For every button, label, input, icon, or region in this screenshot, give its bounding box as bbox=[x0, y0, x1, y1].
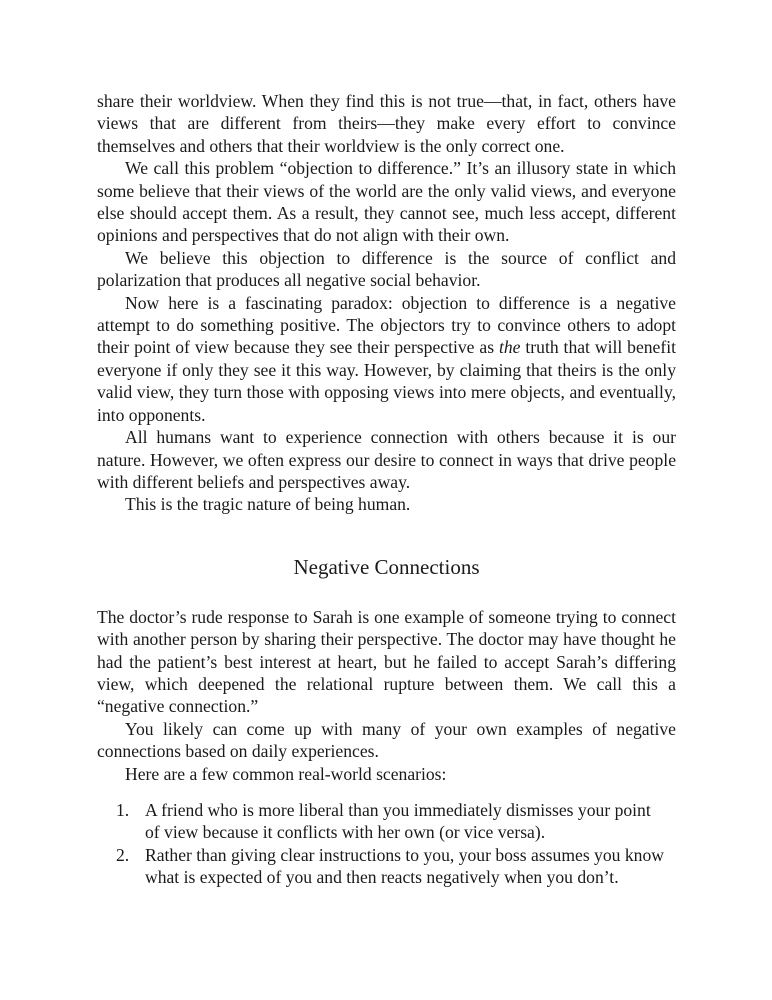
paragraph-objection-to-difference: We call this problem “objection to difference.” It’s an illusory state in which some believe that their views of the world are the only valid views, and everyone else should accept them. As a result, they cannot see, much less accept, different opinions and perspectives that do not align with their own. bbox=[97, 158, 676, 246]
scenario-list bbox=[97, 799, 676, 889]
paradox-text-before: Now here is a fascinating paradox: objection to difference is a negative attempt to do something positive. The objectors try to convince others to adopt their point of view because they see their perspective as bbox=[97, 292, 676, 358]
section-heading: Negative Connections bbox=[293, 554, 480, 579]
paragraph-scenarios-intro: Here are a few common real-world scenarios: bbox=[125, 763, 447, 784]
paradox-text-after: truth that will benefit everyone if only they see it this way. However, by claiming that theirs is the only valid view, they turn those with opposing views into mere objects, and eventually, into opponents. bbox=[97, 337, 677, 425]
paradox-emphasis: the bbox=[498, 337, 521, 358]
paragraph-paradox bbox=[97, 292, 676, 426]
paragraph-tragic-nature: This is the tragic nature of being human. bbox=[125, 494, 411, 515]
list-item bbox=[116, 844, 667, 889]
paragraph-doctor-example: The doctor’s rude response to Sarah is one example of someone trying to connect with another person by sharing their perspective. The doctor may have thought he had the patient’s best interest at heart, but he failed to accept Sarah’s differing view, which deepened the relational rupture between them. We call this a “negative connection.” bbox=[97, 606, 676, 717]
paragraph-source-of-conflict: We believe this objection to difference is the source of conflict and polarization that produces all negative social behavior. bbox=[97, 247, 676, 291]
paragraph-worldview: share their worldview. When they find this is not true—that, in fact, others have views that are different from theirs—they make every effort to convince themselves and others that their worldview is the only correct one. bbox=[97, 91, 676, 156]
paragraph-human-connection: All humans want to experience connection with others because it is our nature. However, we often express our desire to connect in ways that drive people with different beliefs and perspectives away. bbox=[97, 427, 676, 492]
list-item-text: A friend who is more liberal than you immediately dismisses your point of view because it conflicts with her own (or vice versa). bbox=[145, 799, 651, 843]
list-item bbox=[116, 799, 667, 844]
list-item-text: Rather than giving clear instructions to you, your boss assumes you know what is expected of you and then reacts negatively when you don’t. bbox=[145, 844, 664, 888]
list-item-number: 2. bbox=[116, 844, 130, 865]
paragraph-own-examples: You likely can come up with many of your own examples of negative connections based on daily experiences. bbox=[97, 718, 676, 762]
list-item-number: 1. bbox=[116, 799, 130, 820]
document-page bbox=[97, 90, 676, 889]
